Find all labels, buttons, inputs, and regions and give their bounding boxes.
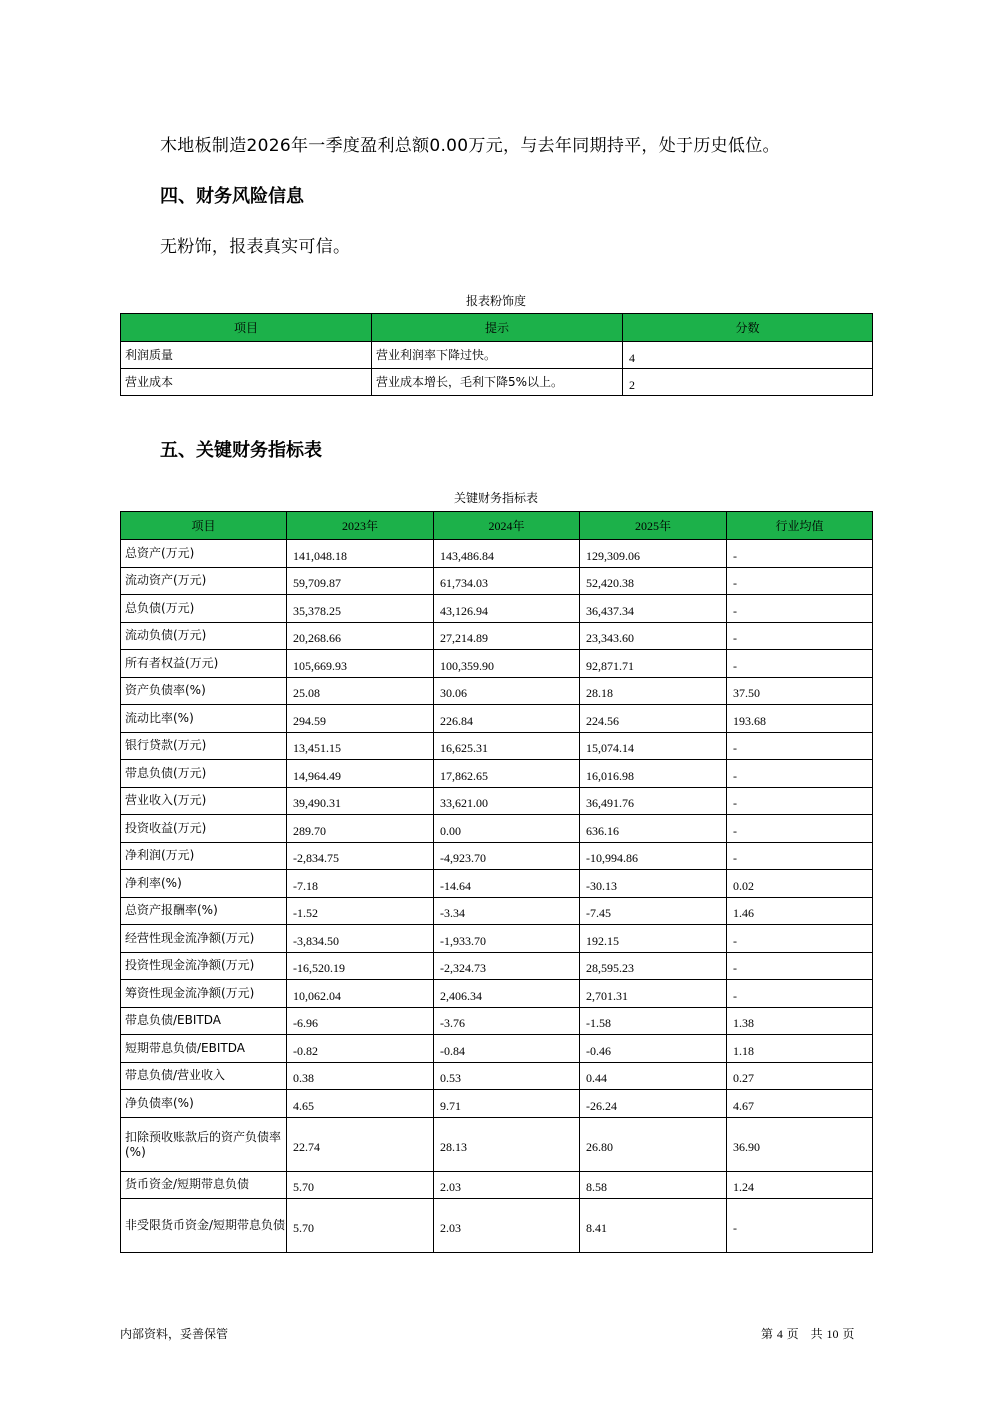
row-value-2024: -14.64 <box>434 870 580 898</box>
row-label: 投资性现金流净额(万元) <box>121 952 287 980</box>
table-row <box>121 1199 873 1253</box>
header-2025: 2025年 <box>580 512 727 540</box>
row-value-2024: 33,621.00 <box>434 787 580 815</box>
row-value-2023: 22.74 <box>287 1117 434 1171</box>
table-row <box>121 595 873 623</box>
row-industry-avg: 1.38 <box>727 1007 873 1035</box>
row-label: 筹资性现金流净额(万元) <box>121 980 287 1008</box>
table-row <box>121 677 873 705</box>
row-industry-avg: 1.46 <box>727 897 873 925</box>
row-value-2023: 5.70 <box>287 1171 434 1199</box>
row-industry-avg: - <box>727 1199 873 1253</box>
row-label: 流动资产(万元) <box>121 567 287 595</box>
row-value-2025: -26.24 <box>580 1090 727 1118</box>
header-item: 项目 <box>121 314 372 342</box>
header-2024: 2024年 <box>434 512 580 540</box>
row-label: 非受限货币资金/短期带息负债 <box>121 1199 287 1253</box>
row-value-2024: 43,126.94 <box>434 595 580 623</box>
row-value-2024: 61,734.03 <box>434 567 580 595</box>
row-hint: 营业利润率下降过快。 <box>372 342 623 369</box>
table-row <box>121 650 873 678</box>
row-value-2024: -2,324.73 <box>434 952 580 980</box>
table-row <box>121 815 873 843</box>
page-suffix: 页 <box>842 1327 855 1341</box>
footer-page-number <box>761 1325 854 1342</box>
table-row <box>121 925 873 953</box>
row-value-2024: -0.84 <box>434 1035 580 1063</box>
row-industry-avg: - <box>727 622 873 650</box>
row-value-2024: 2,406.34 <box>434 980 580 1008</box>
row-industry-avg: - <box>727 842 873 870</box>
row-value-2025: -0.46 <box>580 1035 727 1063</box>
row-label: 资产负债率(%) <box>121 677 287 705</box>
section4-heading: 四、财务风险信息 <box>160 186 304 207</box>
row-value-2025: -1.58 <box>580 1007 727 1035</box>
row-value-2024: -3.34 <box>434 897 580 925</box>
row-industry-avg: 0.27 <box>727 1062 873 1090</box>
row-label: 所有者权益(万元) <box>121 650 287 678</box>
row-value-2023: -2,834.75 <box>287 842 434 870</box>
row-value-2023: 39,490.31 <box>287 787 434 815</box>
table-row <box>121 1117 873 1171</box>
row-value-2023: 0.38 <box>287 1062 434 1090</box>
page-mid: 页 共 <box>786 1327 823 1341</box>
footer-confidential-note: 内部资料，妥善保管 <box>120 1327 229 1341</box>
row-label: 货币资金/短期带息负债 <box>121 1171 287 1199</box>
row-value-2024: 16,625.31 <box>434 732 580 760</box>
row-item: 利润质量 <box>121 342 372 369</box>
row-value-2024: 9.71 <box>434 1090 580 1118</box>
row-value-2024: 0.53 <box>434 1062 580 1090</box>
row-label: 总资产(万元) <box>121 540 287 568</box>
row-hint: 营业成本增长，毛利下降5%以上。 <box>372 369 623 396</box>
page-prefix: 第 <box>761 1327 774 1341</box>
header-item: 项目 <box>121 512 287 540</box>
row-label: 净利率(%) <box>121 870 287 898</box>
row-value-2024: 143,486.84 <box>434 540 580 568</box>
intro-paragraph: 木地板制造2026年一季度盈利总额0.00万元，与去年同期持平，处于历史低位。 <box>160 136 780 156</box>
row-label: 银行贷款(万元) <box>121 732 287 760</box>
row-value-2024: 100,359.90 <box>434 650 580 678</box>
row-value-2023: 25.08 <box>287 677 434 705</box>
row-industry-avg: - <box>727 567 873 595</box>
section5-heading: 五、关键财务指标表 <box>160 440 322 461</box>
row-value-2025: 224.56 <box>580 705 727 733</box>
row-value-2025: 26.80 <box>580 1117 727 1171</box>
row-industry-avg: 1.18 <box>727 1035 873 1063</box>
table-row <box>121 1171 873 1199</box>
row-value-2024: 2.03 <box>434 1171 580 1199</box>
row-industry-avg: 1.24 <box>727 1171 873 1199</box>
row-industry-avg: - <box>727 925 873 953</box>
table-header-row <box>121 512 873 540</box>
row-value-2023: 10,062.04 <box>287 980 434 1008</box>
key-indicators-table-caption: 关键财务指标表 <box>453 491 538 505</box>
row-value-2025: 36,491.76 <box>580 787 727 815</box>
row-label: 扣除预收账款后的资产负债率(%) <box>121 1117 287 1171</box>
row-value-2024: 0.00 <box>434 815 580 843</box>
window-dressing-table <box>120 313 873 396</box>
row-value-2024: 2.03 <box>434 1199 580 1253</box>
row-label: 营业收入(万元) <box>121 787 287 815</box>
row-item: 营业成本 <box>121 369 372 396</box>
row-value-2023: 289.70 <box>287 815 434 843</box>
key-indicators-table <box>120 511 873 1253</box>
table-row <box>121 732 873 760</box>
row-value-2023: 141,048.18 <box>287 540 434 568</box>
page-total: 10 <box>826 1327 839 1341</box>
table-row <box>121 787 873 815</box>
row-value-2024: -4,923.70 <box>434 842 580 870</box>
row-value-2025: 2,701.31 <box>580 980 727 1008</box>
row-value-2023: -7.18 <box>287 870 434 898</box>
row-industry-avg: 4.67 <box>727 1090 873 1118</box>
table-row <box>121 540 873 568</box>
header-2023: 2023年 <box>287 512 434 540</box>
row-value-2023: 20,268.66 <box>287 622 434 650</box>
row-value-2025: 28,595.23 <box>580 952 727 980</box>
table-header-row <box>121 314 873 342</box>
row-score: 4 <box>623 342 873 369</box>
row-score: 2 <box>623 369 873 396</box>
row-label: 投资收益(万元) <box>121 815 287 843</box>
row-value-2023: -6.96 <box>287 1007 434 1035</box>
table-row <box>121 1035 873 1063</box>
row-industry-avg: - <box>727 732 873 760</box>
row-industry-avg: - <box>727 595 873 623</box>
row-value-2025: 192.15 <box>580 925 727 953</box>
row-label: 流动负债(万元) <box>121 622 287 650</box>
row-value-2025: 636.16 <box>580 815 727 843</box>
row-value-2023: 5.70 <box>287 1199 434 1253</box>
row-value-2023: 13,451.15 <box>287 732 434 760</box>
row-value-2025: 16,016.98 <box>580 760 727 788</box>
row-value-2023: -3,834.50 <box>287 925 434 953</box>
row-value-2024: 27,214.89 <box>434 622 580 650</box>
row-value-2023: 14,964.49 <box>287 760 434 788</box>
row-label: 带息负债/EBITDA <box>121 1007 287 1035</box>
window-dressing-table-caption: 报表粉饰度 <box>465 294 526 308</box>
table-row <box>121 1090 873 1118</box>
header-score: 分数 <box>623 314 873 342</box>
row-value-2023: -16,520.19 <box>287 952 434 980</box>
section4-paragraph: 无粉饰，报表真实可信。 <box>160 237 351 257</box>
row-industry-avg: - <box>727 980 873 1008</box>
row-value-2025: 36,437.34 <box>580 595 727 623</box>
row-value-2024: 28.13 <box>434 1117 580 1171</box>
row-value-2025: 8.58 <box>580 1171 727 1199</box>
header-hint: 提示 <box>372 314 623 342</box>
row-value-2025: -10,994.86 <box>580 842 727 870</box>
row-label: 总资产报酬率(%) <box>121 897 287 925</box>
row-value-2024: 17,862.65 <box>434 760 580 788</box>
row-value-2025: 52,420.38 <box>580 567 727 595</box>
row-value-2025: 92,871.71 <box>580 650 727 678</box>
row-value-2023: 105,669.93 <box>287 650 434 678</box>
row-industry-avg: - <box>727 540 873 568</box>
table-row <box>121 369 873 396</box>
row-label: 带息负债(万元) <box>121 760 287 788</box>
row-value-2024: -1,933.70 <box>434 925 580 953</box>
row-label: 经营性现金流净额(万元) <box>121 925 287 953</box>
table-row <box>121 342 873 369</box>
row-value-2025: 28.18 <box>580 677 727 705</box>
table-row <box>121 1007 873 1035</box>
table-row <box>121 567 873 595</box>
table-row <box>121 952 873 980</box>
row-label: 带息负债/营业收入 <box>121 1062 287 1090</box>
row-label: 短期带息负债/EBITDA <box>121 1035 287 1063</box>
row-value-2025: 23,343.60 <box>580 622 727 650</box>
table-row <box>121 980 873 1008</box>
table-row <box>121 897 873 925</box>
table-row <box>121 760 873 788</box>
row-value-2023: 294.59 <box>287 705 434 733</box>
row-label: 总负债(万元) <box>121 595 287 623</box>
header-industry-avg: 行业均值 <box>727 512 873 540</box>
row-label: 净负债率(%) <box>121 1090 287 1118</box>
row-value-2023: 59,709.87 <box>287 567 434 595</box>
table-row <box>121 1062 873 1090</box>
row-value-2023: 35,378.25 <box>287 595 434 623</box>
row-industry-avg: 37.50 <box>727 677 873 705</box>
row-value-2025: -30.13 <box>580 870 727 898</box>
table-row <box>121 705 873 733</box>
row-industry-avg: - <box>727 760 873 788</box>
row-label: 净利润(万元) <box>121 842 287 870</box>
page-current: 4 <box>776 1327 783 1341</box>
row-value-2025: 8.41 <box>580 1199 727 1253</box>
table-row <box>121 622 873 650</box>
table-row <box>121 870 873 898</box>
row-value-2024: 226.84 <box>434 705 580 733</box>
row-industry-avg: - <box>727 952 873 980</box>
row-value-2024: -3.76 <box>434 1007 580 1035</box>
row-value-2024: 30.06 <box>434 677 580 705</box>
row-value-2023: -1.52 <box>287 897 434 925</box>
row-value-2025: -7.45 <box>580 897 727 925</box>
row-industry-avg: 193.68 <box>727 705 873 733</box>
table-row <box>121 842 873 870</box>
row-label: 流动比率(%) <box>121 705 287 733</box>
row-industry-avg: - <box>727 815 873 843</box>
row-industry-avg: - <box>727 787 873 815</box>
row-industry-avg: 36.90 <box>727 1117 873 1171</box>
row-value-2025: 0.44 <box>580 1062 727 1090</box>
row-value-2025: 129,309.06 <box>580 540 727 568</box>
row-value-2025: 15,074.14 <box>580 732 727 760</box>
row-industry-avg: - <box>727 650 873 678</box>
row-industry-avg: 0.02 <box>727 870 873 898</box>
row-value-2023: -0.82 <box>287 1035 434 1063</box>
row-value-2023: 4.65 <box>287 1090 434 1118</box>
